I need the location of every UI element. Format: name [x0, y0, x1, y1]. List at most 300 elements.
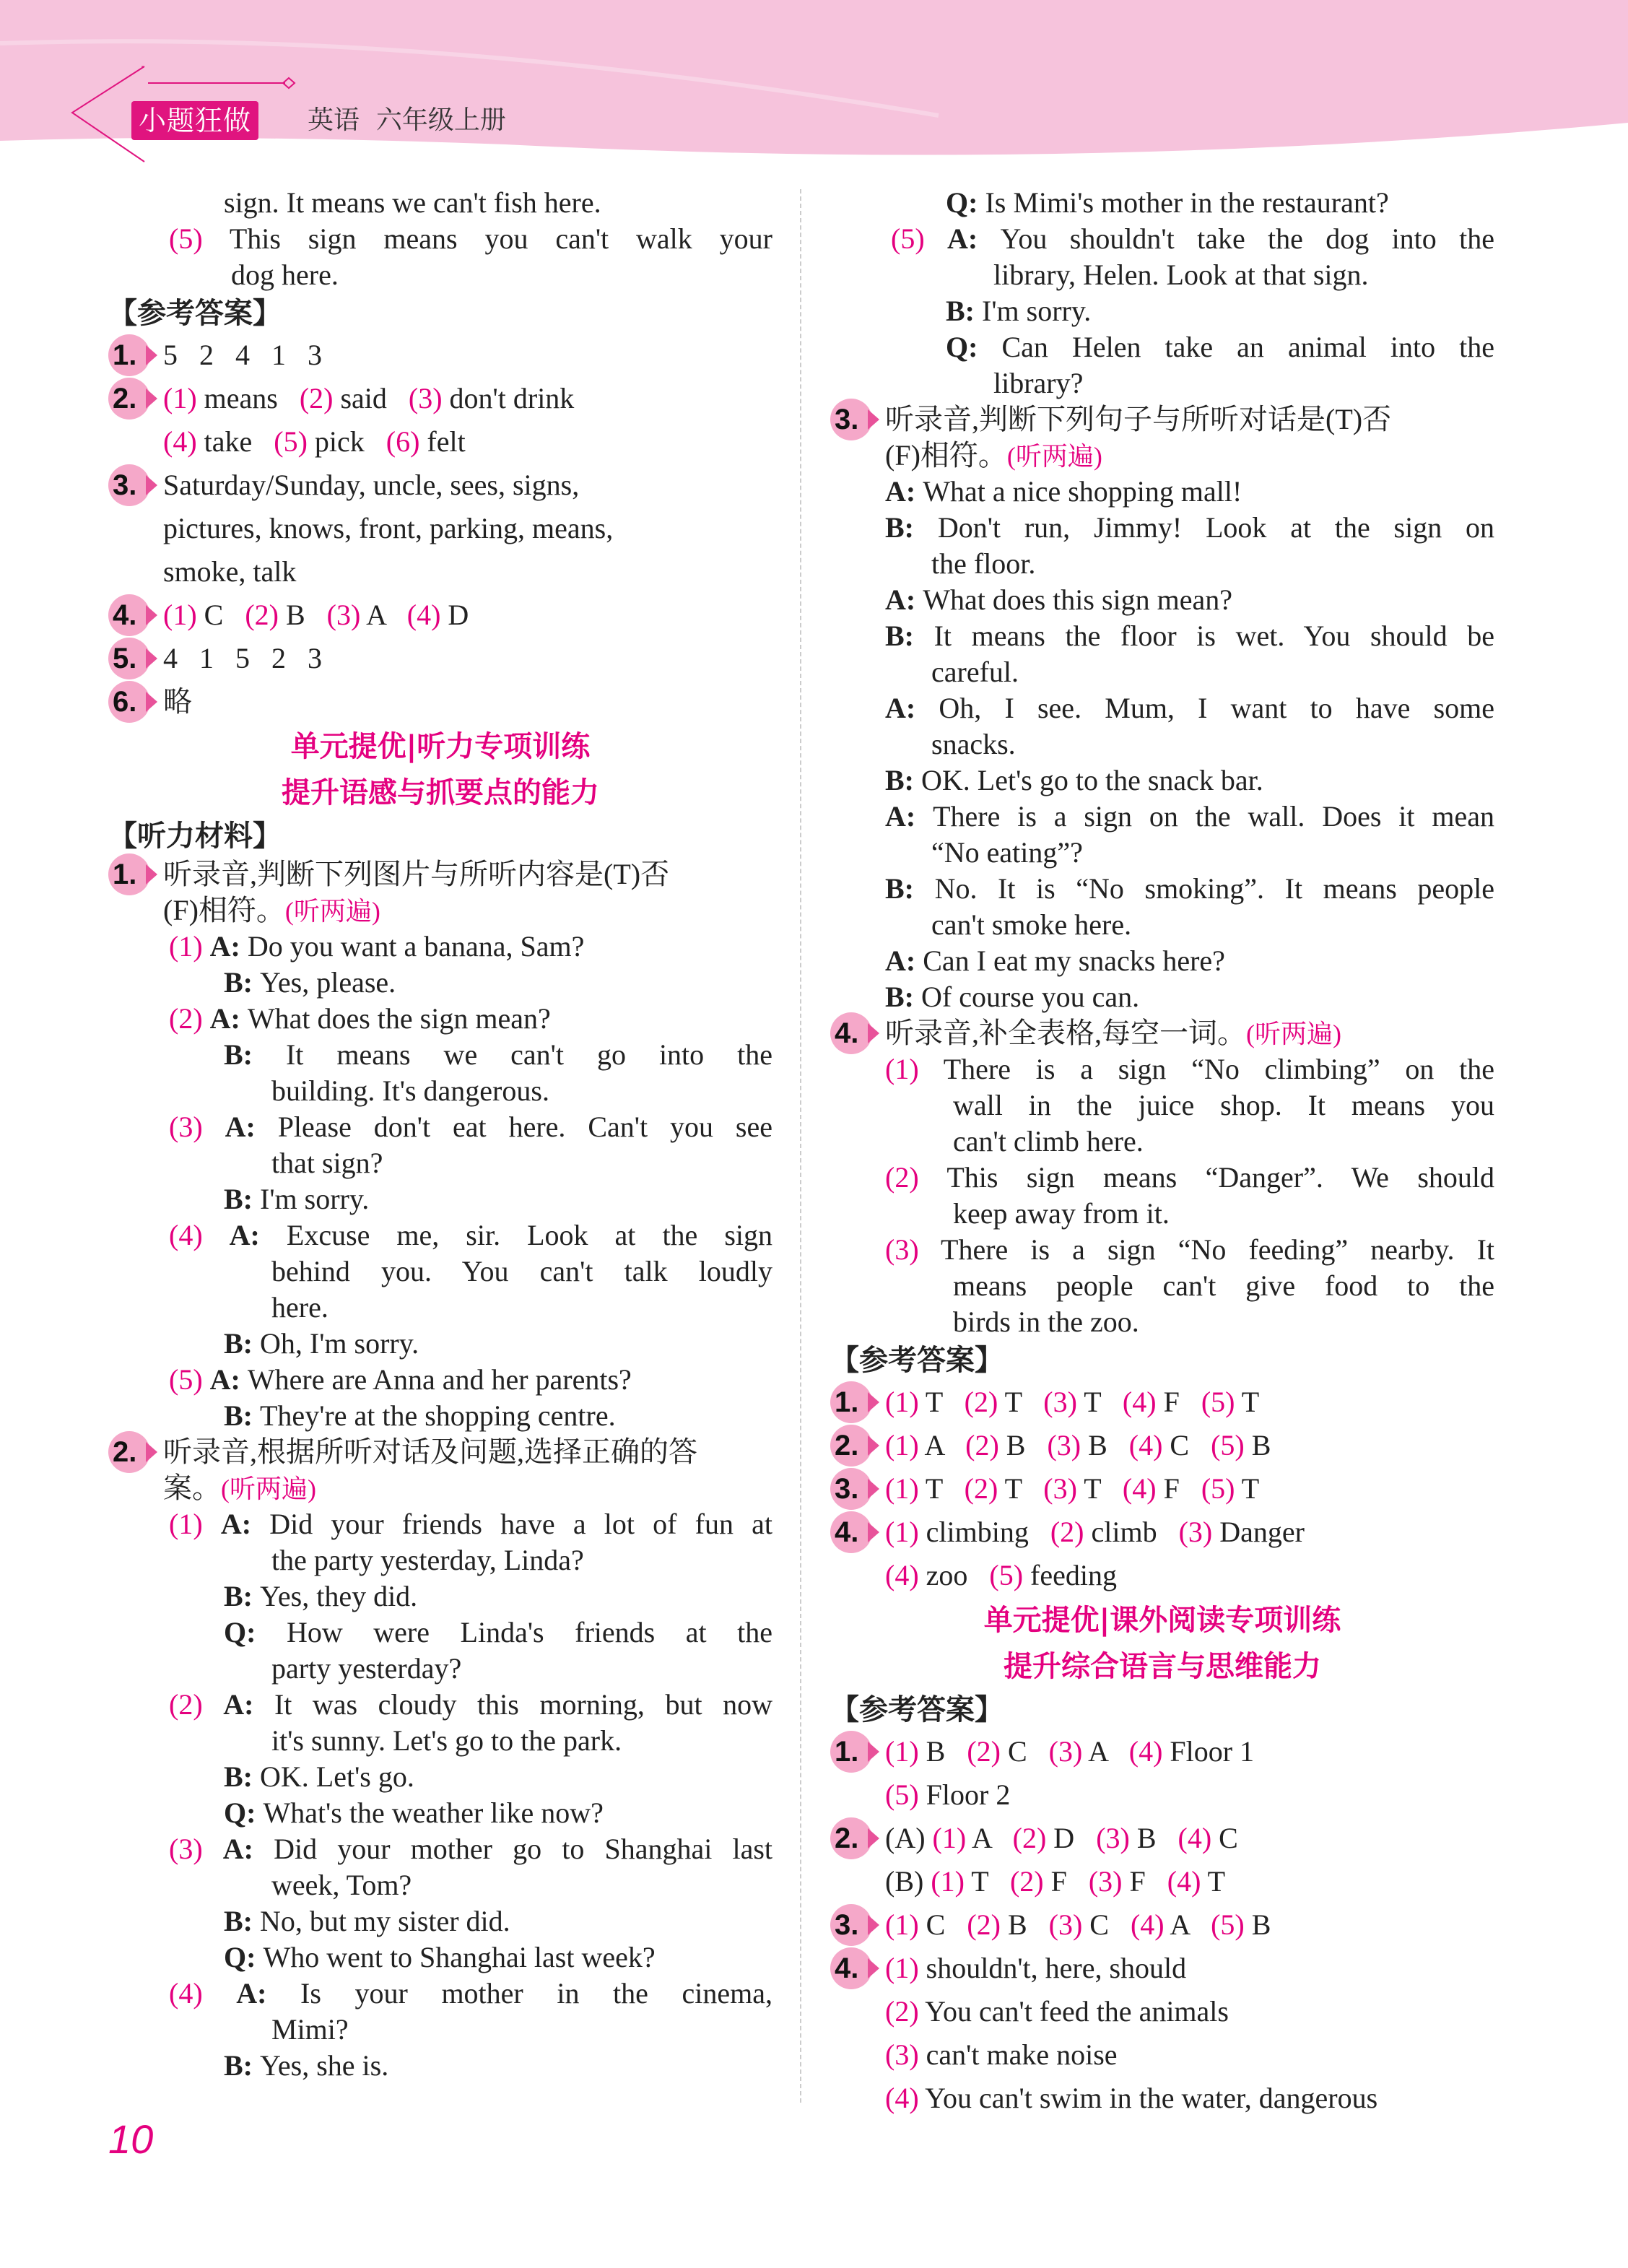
line-text: They're at the shopping centre. — [260, 1399, 616, 1432]
line-text: F — [1163, 1472, 1201, 1505]
section-heading: 【参考答案】 — [830, 1344, 1004, 1377]
line-text: It means the floor is wet. You should be — [933, 620, 1494, 652]
speaker-label: A: — [885, 583, 923, 616]
speaker-label: Q: — [946, 331, 1002, 363]
line-text: You can't swim in the water, dangerous — [925, 2082, 1378, 2114]
item-label: (3) — [1043, 1472, 1084, 1505]
line-text: pick — [314, 425, 386, 458]
speaker-label: B: — [224, 1905, 260, 1937]
line-text: zoo — [926, 1559, 990, 1591]
line-text: A — [1088, 1735, 1129, 1768]
speaker-label: B: — [885, 872, 935, 905]
item-label: (4) — [1178, 1822, 1219, 1854]
text-line — [108, 1795, 772, 1831]
line-text: T — [1241, 1472, 1260, 1505]
speaker-label: B: — [224, 1327, 260, 1360]
item-label: (1) — [932, 1822, 972, 1854]
line-text: C — [1007, 1735, 1049, 1768]
listen-twice-note: (听两遍) — [1006, 442, 1102, 471]
item-label: (4) — [1122, 1386, 1164, 1418]
line-text: the party yesterday, Linda? — [271, 1544, 584, 1576]
line-text: T — [1241, 1386, 1260, 1418]
item-label: (3) — [1088, 1865, 1130, 1898]
item-label: (6) — [386, 425, 427, 458]
line-text: can't climb here. — [953, 1125, 1144, 1157]
line-text: Is Mimi's mother in the restaurant? — [985, 186, 1389, 219]
item-label: (3) — [169, 1111, 225, 1143]
question-number: 1. — [835, 1386, 859, 1418]
speaker-label: B: — [224, 966, 260, 999]
question-number-badge — [830, 1731, 872, 1773]
line-text: 略 — [163, 685, 192, 718]
item-label: (1) — [163, 382, 204, 414]
item-label: (3) — [885, 1233, 941, 1266]
line-text: Oh, I see. Mum, I want to have some — [939, 692, 1494, 724]
item-label: (5) — [1211, 1908, 1252, 1941]
text-line — [830, 474, 1494, 510]
line-text: feeding — [1030, 1559, 1117, 1591]
numbered-item — [830, 1511, 1494, 1554]
speaker-label: Q: — [224, 1616, 287, 1648]
line-text: T — [925, 1386, 965, 1418]
line-text: (F)相符。 — [163, 894, 285, 926]
text-line — [108, 420, 772, 464]
line-text: C — [204, 599, 245, 631]
question-number: 2. — [113, 383, 137, 414]
line-text: Mimi? — [271, 2013, 349, 2046]
item-label: (1) — [163, 599, 204, 631]
text-line — [830, 1990, 1494, 2033]
numbered-item — [108, 377, 772, 420]
speaker-label: A: — [236, 1977, 301, 2010]
speaker-label: A: — [946, 222, 1001, 255]
text-line — [830, 221, 1494, 257]
question-number: 2. — [835, 1430, 859, 1461]
item-label: (4) — [169, 1977, 237, 2010]
line-text: A — [971, 1822, 1013, 1854]
item-label: (2) — [885, 1995, 926, 2028]
line-text: B — [1251, 1429, 1271, 1461]
item-label: (1) — [169, 1508, 221, 1540]
item-label: (5) — [1201, 1472, 1242, 1505]
question-number-badge — [830, 1947, 872, 1989]
question-number-badge — [830, 1817, 872, 1859]
item-label: (5) — [169, 1363, 210, 1396]
text-line — [108, 1903, 772, 1939]
speaker-label: B: — [224, 1183, 260, 1215]
line-text: Please don't eat here. Can't you see — [277, 1111, 772, 1143]
item-label: (2) — [964, 1386, 1005, 1418]
speaker-label: A: — [885, 800, 933, 833]
question-number-badge — [108, 638, 150, 679]
text-line — [108, 1362, 772, 1398]
text-line — [830, 1196, 1494, 1232]
speaker-label: B: — [885, 620, 934, 652]
text-line — [108, 507, 772, 550]
line-text: T — [971, 1865, 1010, 1898]
speaker-label: B: — [224, 1580, 260, 1612]
answer-block — [108, 334, 772, 724]
line-text: It was cloudy this morning, but now — [274, 1688, 772, 1721]
line-text: I'm sorry. — [260, 1183, 370, 1215]
text-line — [830, 2033, 1494, 2077]
numbered-item — [108, 637, 772, 680]
item-label: (1) — [169, 930, 210, 963]
text-line — [830, 762, 1494, 799]
text-line — [108, 929, 772, 965]
item-label: (3) — [1178, 1516, 1220, 1548]
speaker-label: A: — [223, 1688, 274, 1721]
speaker-label: A: — [209, 1363, 248, 1396]
text-line — [108, 1109, 772, 1145]
line-text: F — [1129, 1865, 1167, 1898]
numbered-item — [108, 680, 772, 724]
series-brand-badge: 小题狂做 — [131, 101, 258, 140]
question-number-badge — [830, 1425, 872, 1467]
line-text: OK. Let's go to the snack bar. — [921, 764, 1263, 796]
line-text: party yesterday? — [271, 1652, 462, 1685]
item-label: (3) — [1048, 1908, 1090, 1941]
text-line — [108, 1867, 772, 1903]
question-number-badge — [830, 1904, 872, 1946]
speaker-label: B: — [946, 295, 982, 327]
item-label: (1) — [885, 1053, 944, 1085]
text-line — [108, 1615, 772, 1651]
item-label: (4) — [1122, 1472, 1164, 1505]
right-column — [830, 185, 1494, 2120]
text-line — [108, 1470, 772, 1506]
question-number: 4. — [113, 599, 137, 631]
left-column — [108, 185, 772, 2084]
line-text: can't make noise — [926, 2038, 1118, 2071]
line-text: C — [1170, 1429, 1211, 1461]
line-text: library? — [993, 367, 1084, 399]
numbered-item — [830, 1015, 1494, 1051]
line-text: Do you want a banana, Sam? — [247, 930, 585, 963]
question-number: 2. — [113, 1436, 137, 1468]
question-number: 2. — [835, 1822, 859, 1854]
item-label: (4) — [406, 599, 448, 631]
line-text: 案。 — [163, 1472, 221, 1504]
text-line — [108, 1651, 772, 1687]
item-label: (4) — [885, 1559, 926, 1591]
text-line — [108, 1542, 772, 1578]
line-text: means — [204, 382, 300, 414]
question-number: 1. — [835, 1736, 859, 1768]
text-line — [830, 1860, 1494, 1903]
line-text: What a nice shopping mall! — [923, 475, 1242, 508]
line-text: You shouldn't take the dog into the — [1000, 222, 1494, 255]
question-number: 3. — [113, 469, 137, 501]
line-text: shouldn't, here, should — [926, 1952, 1187, 1984]
line-text: can't smoke here. — [931, 908, 1132, 941]
page-number: 10 — [108, 2116, 154, 2162]
line-text: (F)相符。 — [885, 439, 1007, 472]
item-label: (4) — [169, 1219, 230, 1251]
question-number: 5. — [113, 643, 137, 674]
line-text: Excuse me, sir. Look at the sign — [286, 1219, 772, 1251]
line-text: OK. Let's go. — [260, 1760, 414, 1793]
speaker-label: A: — [885, 944, 923, 977]
speaker-label: A: — [885, 475, 923, 508]
text-line — [108, 892, 772, 929]
line-text: (B) — [885, 1865, 931, 1898]
text-line — [830, 257, 1494, 293]
speaker-label: Q: — [224, 1796, 264, 1829]
question-number-badge — [830, 1468, 872, 1510]
line-text: What's the weather like now? — [263, 1796, 604, 1829]
line-text: You can't feed the animals — [925, 1995, 1229, 2028]
text-line — [830, 293, 1494, 329]
speaker-label: A: — [225, 1111, 278, 1143]
item-label: (4) — [885, 2082, 926, 2114]
line-text: Floor 1 — [1170, 1735, 1255, 1768]
line-text: Can I eat my snacks here? — [923, 944, 1225, 977]
item-label: (2) — [964, 1472, 1005, 1505]
speaker-label: B: — [885, 511, 938, 544]
question-number-badge — [108, 1431, 150, 1473]
line-text: behind you. You can't talk loudly — [271, 1255, 772, 1287]
text-line — [830, 1232, 1494, 1268]
item-label: (2) — [299, 382, 341, 414]
numbered-item — [108, 856, 772, 892]
text-line — [830, 1554, 1494, 1597]
line-text: B — [1251, 1908, 1271, 1941]
line-text: pictures, knows, front, parking, means, — [163, 512, 614, 544]
line-text: I'm sorry. — [982, 295, 1092, 327]
line-text: C — [1219, 1822, 1238, 1854]
line-text: D — [448, 599, 469, 631]
text-line — [108, 1145, 772, 1181]
line-text: B — [1136, 1822, 1178, 1854]
speaker-label: A: — [222, 1833, 274, 1865]
text-line — [830, 1160, 1494, 1196]
listen-twice-note: (听两遍) — [284, 897, 380, 926]
line-text: 4 1 5 2 3 — [163, 642, 322, 674]
line-text: “No eating”? — [931, 836, 1083, 869]
line-text: B — [926, 1735, 967, 1768]
item-label: (2) — [1009, 1865, 1051, 1898]
item-label: (5) — [891, 222, 947, 255]
line-text: Yes, please. — [260, 966, 396, 999]
item-label: (2) — [967, 1908, 1008, 1941]
text-line — [108, 1290, 772, 1326]
text-line — [830, 979, 1494, 1015]
item-label: (2) — [169, 1002, 210, 1035]
text-line — [830, 1087, 1494, 1124]
line-text: don't drink — [449, 382, 575, 414]
item-label: (1) — [885, 1472, 926, 1505]
text-line — [830, 185, 1494, 221]
question-number: 4. — [835, 1516, 859, 1548]
line-text: Don't run, Jimmy! Look at the sign on — [937, 511, 1495, 544]
text-line — [830, 365, 1494, 401]
line-text: climbing — [926, 1516, 1050, 1548]
text-line — [108, 1831, 772, 1867]
text-line — [830, 438, 1494, 474]
item-label: (2) — [967, 1735, 1008, 1768]
line-text: Of course you can. — [921, 981, 1140, 1013]
item-label: (2) — [245, 599, 286, 631]
item-label: (3) — [1043, 1386, 1084, 1418]
answer-block — [830, 1730, 1494, 2120]
item-label: (4) — [163, 425, 204, 458]
item-label: (1) — [931, 1865, 972, 1898]
question-number-badge — [108, 853, 150, 895]
text-line — [108, 1578, 772, 1615]
question-number-badge — [830, 1381, 872, 1423]
listen-twice-note: (听两遍) — [1246, 1020, 1341, 1048]
unit-section-title: 提升综合语言与思维能力 — [1004, 1650, 1321, 1683]
line-text: A — [1170, 1908, 1211, 1941]
speaker-label: B: — [224, 1760, 260, 1793]
line-text: There is a sign on the wall. Does it mean — [933, 800, 1494, 833]
line-text: B — [285, 599, 327, 631]
item-label: (5) — [1211, 1429, 1252, 1461]
text-line — [830, 943, 1494, 979]
text-line — [830, 799, 1494, 835]
unit-section-title: 单元提优|听力专项训练 — [290, 730, 591, 763]
speaker-label: B: — [885, 764, 921, 796]
text-line — [108, 1037, 772, 1073]
speaker-label: B: — [224, 2049, 260, 2082]
line-text: Saturday/Sunday, uncle, sees, signs, — [163, 469, 580, 501]
text-line — [108, 1976, 772, 2012]
numbered-item — [108, 1434, 772, 1470]
line-text: D — [1053, 1822, 1097, 1854]
line-text: careful. — [931, 656, 1019, 688]
line-text: means people can't give food to the — [953, 1269, 1494, 1302]
numbered-item — [108, 594, 772, 637]
unit-section-title: 单元提优|课外阅读专项训练 — [983, 1604, 1341, 1637]
item-label: (2) — [965, 1429, 1006, 1461]
line-text: 听录音,判断下列句子与所听对话是(T)否 — [885, 403, 1392, 435]
speaker-label: Q: — [946, 186, 985, 219]
text-line — [108, 1759, 772, 1795]
numbered-item — [830, 1424, 1494, 1467]
section-heading: 【参考答案】 — [830, 1693, 1004, 1726]
line-text: T — [925, 1472, 965, 1505]
line-text: that sign? — [271, 1147, 383, 1179]
speaker-label: Q: — [224, 1941, 264, 1973]
line-text: Floor 2 — [926, 1778, 1011, 1811]
speaker-label: A: — [220, 1508, 270, 1540]
question-number-badge — [830, 1012, 872, 1054]
line-text: No, but my sister did. — [260, 1905, 510, 1937]
text-line — [108, 257, 772, 293]
line-text: It means we can't go into the — [285, 1038, 773, 1071]
text-line — [830, 1051, 1494, 1087]
line-text: What does this sign mean? — [923, 583, 1233, 616]
line-text: here. — [271, 1291, 328, 1324]
question-number-badge — [108, 681, 150, 723]
line-text: There is a sign “No climbing” on the — [943, 1053, 1495, 1085]
line-text: Did your mother go to Shanghai last — [274, 1833, 772, 1865]
line-text: Yes, they did. — [260, 1580, 418, 1612]
text-line — [830, 907, 1494, 943]
line-text: Did your friends have a lot of fun at — [269, 1508, 773, 1540]
line-text: Danger — [1219, 1516, 1305, 1548]
question-number: 4. — [835, 1952, 859, 1984]
item-label: (3) — [1047, 1429, 1089, 1461]
line-text: B — [1006, 1429, 1048, 1461]
text-line — [830, 1773, 1494, 1817]
line-text: snacks. — [931, 728, 1016, 760]
text-line — [830, 510, 1494, 546]
text-line — [108, 1939, 772, 1976]
text-line — [108, 965, 772, 1001]
listening-material-block — [108, 856, 772, 2084]
line-text: dog here. — [231, 258, 339, 291]
line-text: 听录音,补全表格,每空一词。 — [885, 1017, 1246, 1049]
line-text: Where are Anna and her parents? — [247, 1363, 632, 1396]
line-text: take — [204, 425, 274, 458]
line-text: smoke, talk — [163, 555, 297, 588]
text-line — [108, 1254, 772, 1290]
item-label: (3) — [1048, 1735, 1089, 1768]
text-line — [108, 1506, 772, 1542]
section-heading: 【听力材料】 — [108, 820, 282, 853]
line-text: said — [340, 382, 409, 414]
numbered-item — [830, 1817, 1494, 1860]
line-text: 听录音,判断下列图片与所听内容是(T)否 — [163, 858, 670, 890]
numbered-item — [830, 1903, 1494, 1947]
line-text: week, Tom? — [271, 1869, 412, 1901]
item-label: (3) — [326, 599, 367, 631]
line-text: it's sunny. Let's go to the park. — [271, 1724, 622, 1757]
line-text: (A) — [885, 1822, 933, 1854]
item-label: (2) — [1012, 1822, 1054, 1854]
text-line — [830, 1124, 1494, 1160]
text-line — [830, 582, 1494, 618]
line-text: sign. It means we can't fish here. — [224, 186, 601, 219]
line-text: building. It's dangerous. — [271, 1074, 549, 1107]
line-text: F — [1163, 1386, 1201, 1418]
line-text: Can Helen take an animal into the — [1001, 331, 1494, 363]
item-label: (5) — [169, 222, 230, 255]
line-text: This sign means you can't walk your — [229, 222, 772, 255]
speaker-label: A: — [229, 1219, 287, 1251]
item-label: (2) — [169, 1688, 224, 1721]
line-text: T — [1004, 1472, 1044, 1505]
line-text: climb — [1091, 1516, 1179, 1548]
item-label: (4) — [1130, 1908, 1170, 1941]
item-label: (1) — [885, 1908, 926, 1941]
column-divider — [800, 189, 801, 2103]
section-heading: 【参考答案】 — [108, 297, 282, 330]
text-line — [108, 1723, 772, 1759]
text-line — [108, 221, 772, 257]
line-text: C — [926, 1908, 967, 1941]
text-line — [830, 726, 1494, 762]
line-text: T — [1084, 1472, 1123, 1505]
text-line — [830, 871, 1494, 907]
numbered-item — [830, 1381, 1494, 1424]
line-text: Yes, she is. — [260, 2049, 389, 2082]
line-text: keep away from it. — [953, 1197, 1170, 1230]
text-line — [830, 2077, 1494, 2120]
line-text: birds in the zoo. — [953, 1305, 1139, 1338]
question-number: 3. — [835, 404, 859, 435]
item-label: (3) — [408, 382, 450, 414]
line-text: A — [924, 1429, 966, 1461]
listen-twice-note: (听两遍) — [221, 1474, 316, 1503]
question-number: 1. — [113, 859, 137, 890]
question-number-badge — [830, 1511, 872, 1553]
numbered-item — [830, 1947, 1494, 1990]
speaker-label: B: — [224, 1399, 260, 1432]
numbered-item — [108, 334, 772, 377]
